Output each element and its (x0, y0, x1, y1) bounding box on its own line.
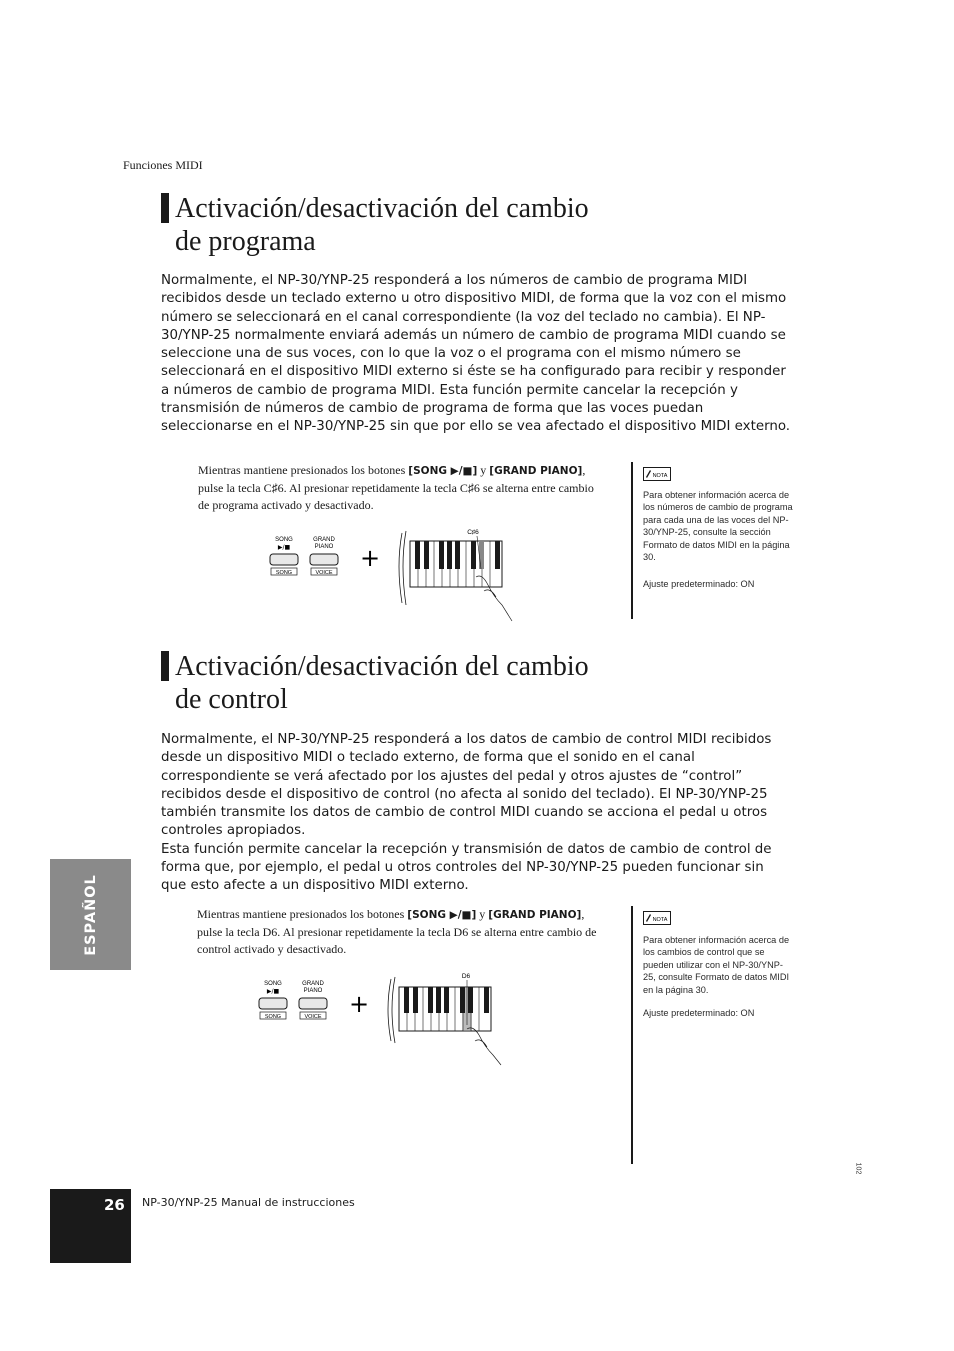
section-body: Normalmente, el NP-30/YNP-25 responderá a los datos de cambio de control MIDI recibidos desde un dispositivo MIDI o teclado externo, de forma que el sonido en el canal correspondiente se verá afectado por los ajustes del pedal y otros ajustes de “control” recibidos desde el dispositivo de control (no afecta al sonido del teclado). El NP-30/YNP-25 también transmite los datos de cambio de control MIDI cuando se acciona el pedal u otros controles apropiados. Esta función permite cancelar la recepción y transmisión de datos de cambio de control de forma que, por ejemplo, el pedal u otros controles del NP-30/YNP-25 pueden funcionar sin que esto afecte a un dispositivo MIDI externo. (161, 732, 772, 894)
svg-text:PIANO: PIANO (303, 988, 323, 994)
note-divider (631, 462, 633, 619)
keyboard-graphic (399, 529, 512, 621)
plus-sign: + (348, 990, 370, 1018)
plus-sign: + (359, 544, 381, 572)
svg-text:SONG: SONG (264, 1014, 282, 1020)
page-code: 102 (854, 1162, 862, 1175)
grand-piano-button-ref: [GRAND PIANO] (488, 909, 582, 921)
heading-marker (161, 193, 169, 223)
footer-title: NP-30/YNP-25 Manual de instrucciones (142, 1196, 355, 1209)
song-button-ref: [SONG ▶/■] (407, 909, 477, 921)
section-title-program-change (175, 192, 589, 258)
key-label: D6 (461, 973, 471, 980)
title-line: de control (175, 684, 288, 715)
instruction: Mientras mantiene presionados los botones [SONG ▶/■] y [GRAND PIANO], pulse la tecla C♯6. Al presionar repetidamente la tecla C♯6 se alterna entre cambio de programa activado y desactivado. (198, 463, 594, 512)
title-line: de programa (175, 226, 316, 257)
page-number: 26 (104, 1196, 125, 1214)
section-body: Normalmente, el NP-30/YNP-25 responderá a los números de cambio de programa MIDI recibidos desde un teclado externo u otro dispositivo MIDI, de forma que la voz con el mismo número se seleccionará en el canal correspondiente (la voz del teclado no cambia). El NP-30/YNP-25 normalmente enviará además un número de cambio de programa MIDI cuando se seleccione una de sus voces, con lo que la voz o el programa con el mismo número se seleccionará en el dispositivo MIDI externo si éste se ha configurado para recibir y responder a números de cambio de programa MIDI. Esta función permite cancelar la recepción y transmisión de números de cambio de programa de forma que las voces puedan seleccionarse en el NP-30/YNP-25 sin que por ello se vea afectado el dispositivo MIDI externo. (161, 273, 791, 435)
song-button-graphic (270, 537, 298, 576)
panel-illustration (262, 525, 532, 625)
grand-piano-button-graphic (310, 537, 338, 576)
grand-piano-button-ref: [GRAND PIANO] (489, 465, 583, 477)
svg-text:VOICE: VOICE (304, 1014, 322, 1020)
heading-marker (161, 651, 169, 681)
note-text: Para obtener información acerca de los cambios de control que se pueden utilizar con el NP-30/YNP-25, consulte Formato de datos MIDI en la página 30. (643, 935, 790, 995)
key-label: C♯6 (467, 529, 479, 536)
note-divider (631, 906, 633, 1164)
svg-text:▶/■: ▶/■ (266, 988, 280, 995)
title-line: Activación/desactivación del cambio (175, 193, 589, 224)
panel-illustration (251, 969, 521, 1069)
title-line: Activación/desactivación del cambio (175, 651, 589, 682)
song-button-ref: [SONG ▶/■] (408, 465, 478, 477)
svg-text:SONG: SONG (275, 570, 293, 576)
svg-text:GRAND: GRAND (313, 537, 335, 543)
default-setting: Ajuste predeterminado: ON (643, 1008, 755, 1018)
footer-page-block (50, 1189, 131, 1263)
language-tab-label: ESPAÑOL (82, 873, 99, 956)
running-header: Funciones MIDI (123, 158, 203, 172)
svg-text:SONG: SONG (275, 537, 293, 543)
language-tab (50, 859, 131, 970)
default-setting: Ajuste predeterminado: ON (643, 579, 755, 589)
keyboard-graphic (388, 973, 501, 1065)
svg-text:GRAND: GRAND (302, 981, 324, 987)
section-title-control-change (175, 650, 589, 716)
svg-text:NOTA: NOTA (652, 473, 668, 479)
note-text: Para obtener información acerca de los números de cambio de programa para cada una de las voces del NP-30/YNP-25, consulte la sección Formato de datos MIDI en la página 30. (643, 490, 793, 563)
instruction: Mientras mantiene presionados los botones [SONG ▶/■] y [GRAND PIANO], pulse la tecla D6. Al presionar repetidamente la tecla D6 se alterna entre cambio de control activado y desactivado. (197, 907, 597, 956)
grand-piano-button-graphic (299, 981, 327, 1020)
note-icon (643, 911, 671, 925)
note-icon (643, 467, 671, 481)
svg-text:PIANO: PIANO (314, 544, 334, 550)
svg-text:NOTA: NOTA (652, 917, 668, 923)
song-button-graphic (259, 981, 287, 1020)
svg-text:▶/■: ▶/■ (277, 544, 291, 551)
svg-text:SONG: SONG (264, 981, 282, 987)
svg-text:VOICE: VOICE (315, 570, 333, 576)
